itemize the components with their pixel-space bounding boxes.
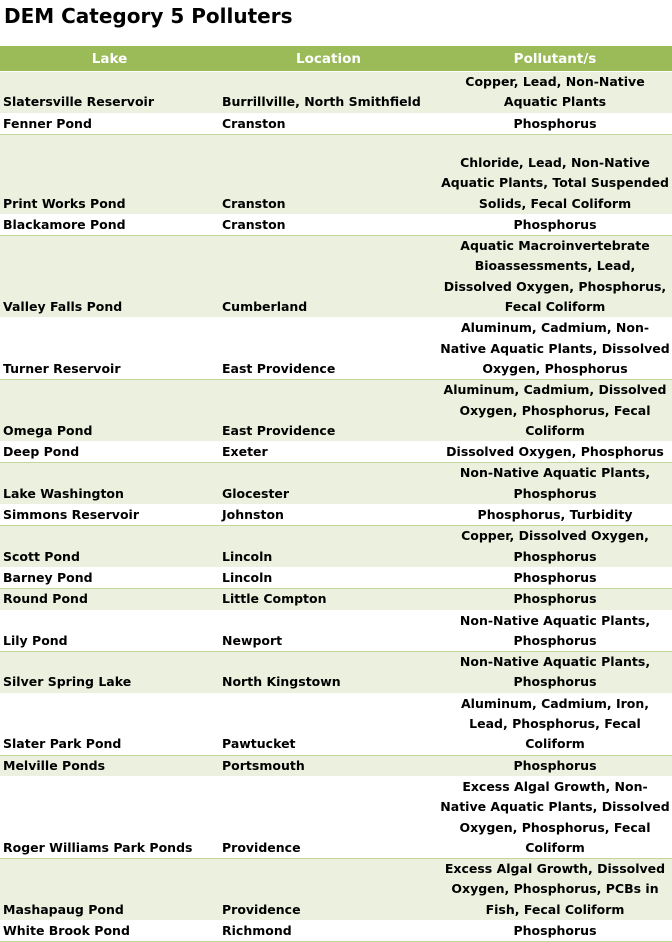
cell-pollutants: Non-Native Aquatic Plants, Phosphorus bbox=[438, 652, 672, 694]
cell-pollutants: Dissolved Oxygen, Phosphorus bbox=[438, 442, 672, 463]
cell-lake: Round Pond bbox=[0, 589, 219, 610]
table-row bbox=[0, 693, 672, 755]
cell-lake: Fenner Pond bbox=[0, 113, 219, 134]
table-row bbox=[0, 442, 672, 463]
column-header-lake: Lake bbox=[0, 46, 219, 72]
cell-pollutants: Phosphorus bbox=[438, 214, 672, 235]
cell-location: East Providence bbox=[219, 380, 438, 442]
table-row bbox=[0, 652, 672, 694]
cell-location: Cranston bbox=[219, 113, 438, 134]
cell-pollutants: Excess Algal Growth, Dissolved Oxygen, Phosphorus, PCBs in Fish, Fecal Coliform bbox=[438, 859, 672, 921]
cell-pollutants: Copper, Lead, Non-Native Aquatic Plants bbox=[438, 72, 672, 114]
cell-lake: Mashapaug Pond bbox=[0, 859, 219, 921]
cell-lake: Lake Washington bbox=[0, 463, 219, 505]
polluters-table bbox=[0, 46, 672, 942]
cell-pollutants: Aquatic Macroinvertebrate Bioassessments, Lead, Dissolved Oxygen, Phosphorus, Fecal Coliform bbox=[438, 236, 672, 318]
cell-pollutants: Copper, Dissolved Oxygen, Phosphorus bbox=[438, 526, 672, 568]
cell-pollutants: Phosphorus, Turbidity bbox=[438, 505, 672, 526]
cell-pollutants: Aluminum, Cadmium, Dissolved Oxygen, Phosphorus, Fecal Coliform bbox=[438, 380, 672, 442]
cell-location: Little Compton bbox=[219, 589, 438, 610]
table-row bbox=[0, 567, 672, 588]
cell-pollutants: Aluminum, Cadmium, Non-Native Aquatic Plants, Dissolved Oxygen, Phosphorus bbox=[438, 318, 672, 380]
cell-location: Providence bbox=[219, 776, 438, 858]
cell-location: Johnston bbox=[219, 505, 438, 526]
table-header-row bbox=[0, 46, 672, 72]
cell-lake: Valley Falls Pond bbox=[0, 236, 219, 318]
table-row bbox=[0, 463, 672, 505]
cell-lake: Slatersville Reservoir bbox=[0, 72, 219, 114]
table-row bbox=[0, 755, 672, 776]
cell-pollutants: Non-Native Aquatic Plants, Phosphorus bbox=[438, 463, 672, 505]
table-row bbox=[0, 236, 672, 318]
table-row bbox=[0, 610, 672, 652]
table-row bbox=[0, 526, 672, 568]
table-row bbox=[0, 214, 672, 235]
table-row bbox=[0, 318, 672, 380]
cell-location: Cranston bbox=[219, 214, 438, 235]
cell-location: Providence bbox=[219, 859, 438, 921]
cell-pollutants: Phosphorus bbox=[438, 567, 672, 588]
table-row bbox=[0, 776, 672, 858]
cell-location: Newport bbox=[219, 610, 438, 652]
cell-lake: Melville Ponds bbox=[0, 755, 219, 776]
cell-lake: Scott Pond bbox=[0, 526, 219, 568]
table-row bbox=[0, 380, 672, 442]
page-title: DEM Category 5 Polluters bbox=[4, 4, 293, 28]
table-row bbox=[0, 72, 672, 114]
cell-lake: Deep Pond bbox=[0, 442, 219, 463]
table-row bbox=[0, 920, 672, 941]
column-header-location: Location bbox=[219, 46, 438, 72]
cell-lake: Omega Pond bbox=[0, 380, 219, 442]
cell-pollutants: Phosphorus bbox=[438, 113, 672, 134]
cell-pollutants: Phosphorus bbox=[438, 589, 672, 610]
cell-lake: White Brook Pond bbox=[0, 920, 219, 941]
cell-lake: Turner Reservoir bbox=[0, 318, 219, 380]
cell-location: Cumberland bbox=[219, 236, 438, 318]
cell-location: East Providence bbox=[219, 318, 438, 380]
table-row bbox=[0, 134, 672, 214]
cell-location: Portsmouth bbox=[219, 755, 438, 776]
cell-pollutants: Phosphorus bbox=[438, 920, 672, 941]
cell-location: Glocester bbox=[219, 463, 438, 505]
cell-lake: Simmons Reservoir bbox=[0, 505, 219, 526]
table-row bbox=[0, 589, 672, 610]
cell-lake: Blackamore Pond bbox=[0, 214, 219, 235]
cell-pollutants: Aluminum, Cadmium, Iron, Lead, Phosphorus, Fecal Coliform bbox=[438, 693, 672, 755]
cell-location: Burrillville, North Smithfield bbox=[219, 72, 438, 114]
cell-pollutants: Phosphorus bbox=[438, 755, 672, 776]
cell-location: North Kingstown bbox=[219, 652, 438, 694]
cell-lake: Slater Park Pond bbox=[0, 693, 219, 755]
cell-location: Pawtucket bbox=[219, 693, 438, 755]
table-row bbox=[0, 859, 672, 921]
cell-location: Lincoln bbox=[219, 526, 438, 568]
cell-location: Lincoln bbox=[219, 567, 438, 588]
cell-location: Richmond bbox=[219, 920, 438, 941]
cell-location: Exeter bbox=[219, 442, 438, 463]
cell-location: Cranston bbox=[219, 134, 438, 214]
cell-pollutants: Non-Native Aquatic Plants, Phosphorus bbox=[438, 610, 672, 652]
cell-lake: Lily Pond bbox=[0, 610, 219, 652]
cell-lake: Print Works Pond bbox=[0, 134, 219, 214]
table-row bbox=[0, 505, 672, 526]
cell-lake: Silver Spring Lake bbox=[0, 652, 219, 694]
column-header-pollutants: Pollutant/s bbox=[438, 46, 672, 72]
table-row bbox=[0, 113, 672, 134]
cell-pollutants: Excess Algal Growth, Non-Native Aquatic Plants, Dissolved Oxygen, Phosphorus, Fecal Coliform bbox=[438, 776, 672, 858]
cell-lake: Roger Williams Park Ponds bbox=[0, 776, 219, 858]
cell-pollutants: Chloride, Lead, Non-Native Aquatic Plants, Total Suspended Solids, Fecal Coliform bbox=[438, 134, 672, 214]
cell-lake: Barney Pond bbox=[0, 567, 219, 588]
